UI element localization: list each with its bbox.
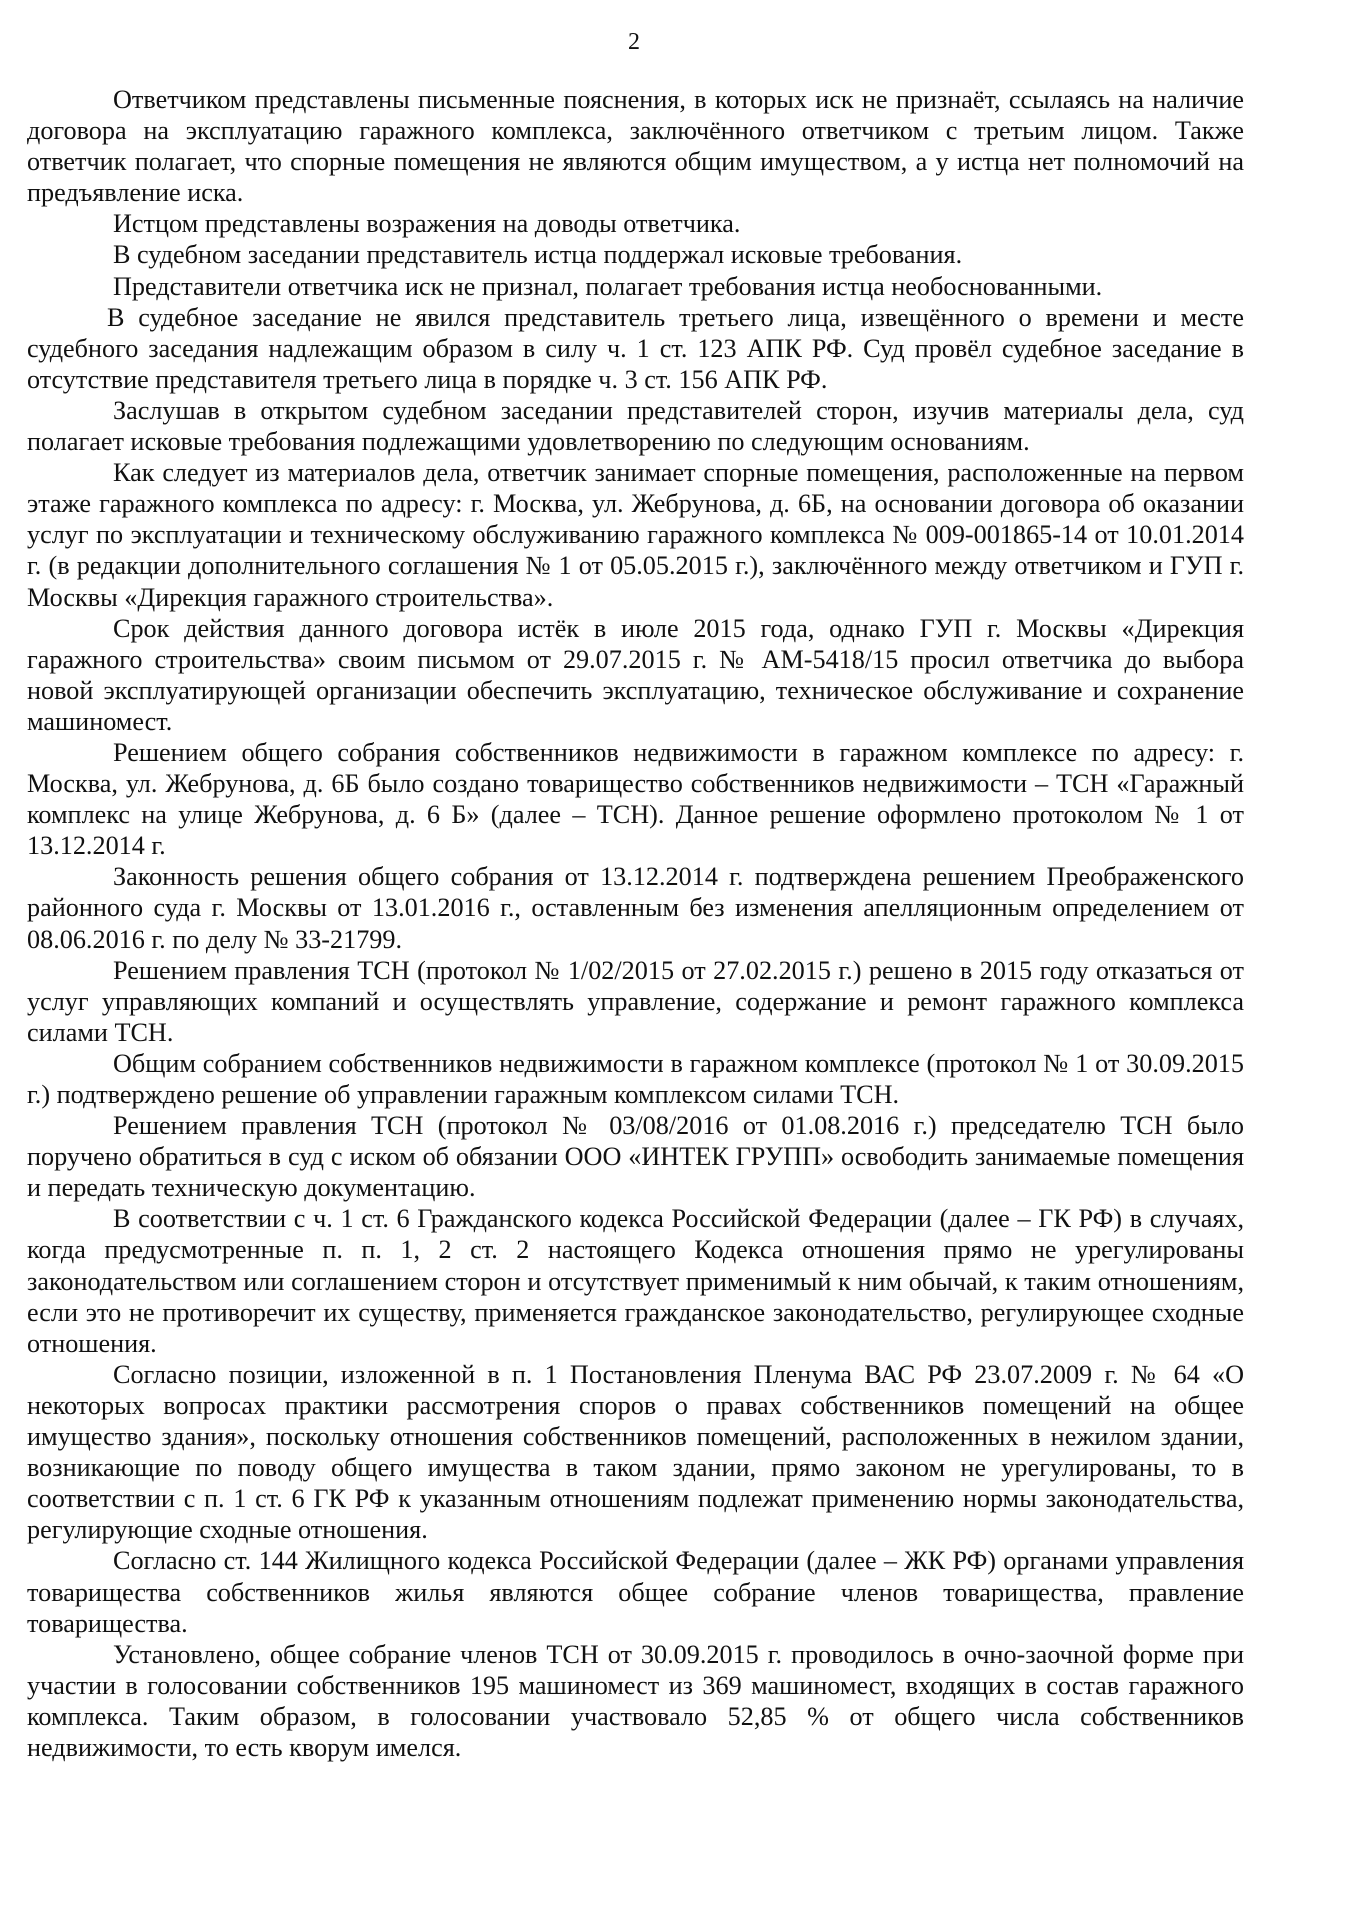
paragraph-plenum-resolution: Согласно позиции, изложенной в п. 1 Постановления Пленума ВАС РФ 23.07.2009 г. № 64 «О некоторых вопросах практики рассмотрения споров о правах собственников помещений на общее имущество здания», поскольку отношения собственников помещений, расположенных в нежилом здании, возникающие по поводу общего имущества в таком здании, прямо законом не урегулированы, то в соответствии с п. 1 ст. 6 ГК РФ к указанным отношениям подлежат применению нормы законодательства, регулирующие сходные отношения. xyxy=(27,1359,1244,1545)
paragraph-contract-term: Срок действия данного договора истёк в июле 2015 года, однако ГУП г. Москвы «Дирекция гаражного строительства» своим письмом от 29.07.2015 г. № АМ-5418/15 просил ответчика до выбора новой эксплуатирующей организации обеспечить эксплуатацию, техническое обслуживание и сохранение машиномест. xyxy=(27,613,1244,736)
paragraph-plaintiff-representative: В судебном заседании представитель истца поддержал исковые требования. xyxy=(113,240,963,270)
paragraph-defendant-explanations: Ответчиком представлены письменные пояснения, в которых иск не признаёт, ссылаясь на наличие договора на эксплуатацию гаражного комплекса, заключённого ответчиком с третьим лицом. Также ответчик полагает, что спорные помещения не являются общим имуществом, а у истца нет полномочий на предъявление иска. xyxy=(27,85,1244,208)
paragraph-decision-legality: Законность решения общего собрания от 13.12.2014 г. подтверждена решением Преображенского районного суда г. Москвы от 13.01.2016 г., оставленным без изменения апелляционным определением от 08.06.2016 г. по делу № 33-21799. xyxy=(27,862,1244,954)
paragraph-civil-code: В соответствии с ч. 1 ст. 6 Гражданского кодекса Российской Федерации (далее – ГК РФ) в случаях, когда предусмотренные п. п. 1, 2 ст. 2 настоящего Кодекса отношения прямо не урегулированы законодательством или соглашением сторон и отсутствует применимый к ним обычай, к таким отношениям, если это не противоречит их существу, применяется гражданское законодательство, регулирующее сходные отношения. xyxy=(27,1204,1244,1358)
paragraph-defendant-representatives: Представители ответчика иск не признал, полагает требования истца необоснованными. xyxy=(113,271,1103,301)
paragraph-tsn-creation: Решением общего собрания собственников недвижимости в гаражном комплексе по адресу: г. Москва, ул. Жебрунова, д. 6Б было создано товарищество собственников недвижимости – ТСН «Гаражный комплекс на улице Жебрунова, д. 6 Б» (далее – ТСН). Данное решение оформлено протоколом № 1 от 13.12.2014 г. xyxy=(27,737,1244,861)
paragraph-general-meeting: Общим собранием собственников недвижимости в гаражном комплексе (протокол № 1 от 30.09.2015 г.) подтверждено решение об управлении гаражным комплексом силами ТСН. xyxy=(27,1048,1244,1109)
paragraph-board-decision-2015: Решением правления ТСН (протокол № 1/02/2015 от 27.02.2015 г.) решено в 2015 году отказаться от услуг управляющих компаний и осуществлять управление, содержание и ремонт гаражного комплекса силами ТСН. xyxy=(27,955,1244,1047)
paragraph-board-decision-2016: Решением правления ТСН (протокол № 03/08/2016 от 01.08.2016 г.) председателю ТСН было поручено обратиться в суд с иском об обязании ООО «ИНТЕК ГРУПП» освободить занимаемые помещения и передать техническую документацию. xyxy=(27,1111,1244,1203)
document-body xyxy=(27,84,1244,1763)
paragraph-third-party-absence: В судебное заседание не явился представитель третьего лица, извещённого о времени и месте судебного заседания надлежащим образом в силу ч. 1 ст. 123 АПК РФ. Суд провёл судебное заседание в отсутствие представителя третьего лица в порядке ч. 3 ст. 156 АПК РФ. xyxy=(27,302,1244,394)
page-number: 2 xyxy=(628,29,640,55)
paragraph-plaintiff-objections: Истцом представлены возражения на доводы ответчика. xyxy=(113,209,741,239)
paragraph-housing-code: Согласно ст. 144 Жилищного кодекса Российской Федерации (далее – ЖК РФ) органами управления товарищества собственников жилья являются общее собрание членов товарищества, правление товарищества. xyxy=(27,1546,1244,1638)
paragraph-quorum: Установлено, общее собрание членов ТСН от 30.09.2015 г. проводилось в очно-заочной форме при участии в голосовании собственников 195 машиномест из 369 машиномест, входящих в состав гаражного комплекса. Таким образом, в голосовании участвовало 52,85 % от общего числа собственников недвижимости, то есть кворум имелся. xyxy=(27,1639,1244,1762)
paragraph-court-conclusion: Заслушав в открытом судебном заседании представителей сторон, изучив материалы дела, суд полагает исковые требования подлежащими удовлетворению по следующим основаниям. xyxy=(27,395,1244,457)
paragraph-case-materials: Как следует из материалов дела, ответчик занимает спорные помещения, расположенные на первом этаже гаражного комплекса по адресу: г. Москва, ул. Жебрунова, д. 6Б, на основании договора об оказании услуг по эксплуатации и техническому обслуживанию гаражного комплекса № 009-001865-14 от 10.01.2014 г. (в редакции дополнительного соглашения № 1 от 05.05.2015 г.), заключённого между ответчиком и ГУП г. Москвы «Дирекция гаражного строительства». xyxy=(27,458,1244,612)
